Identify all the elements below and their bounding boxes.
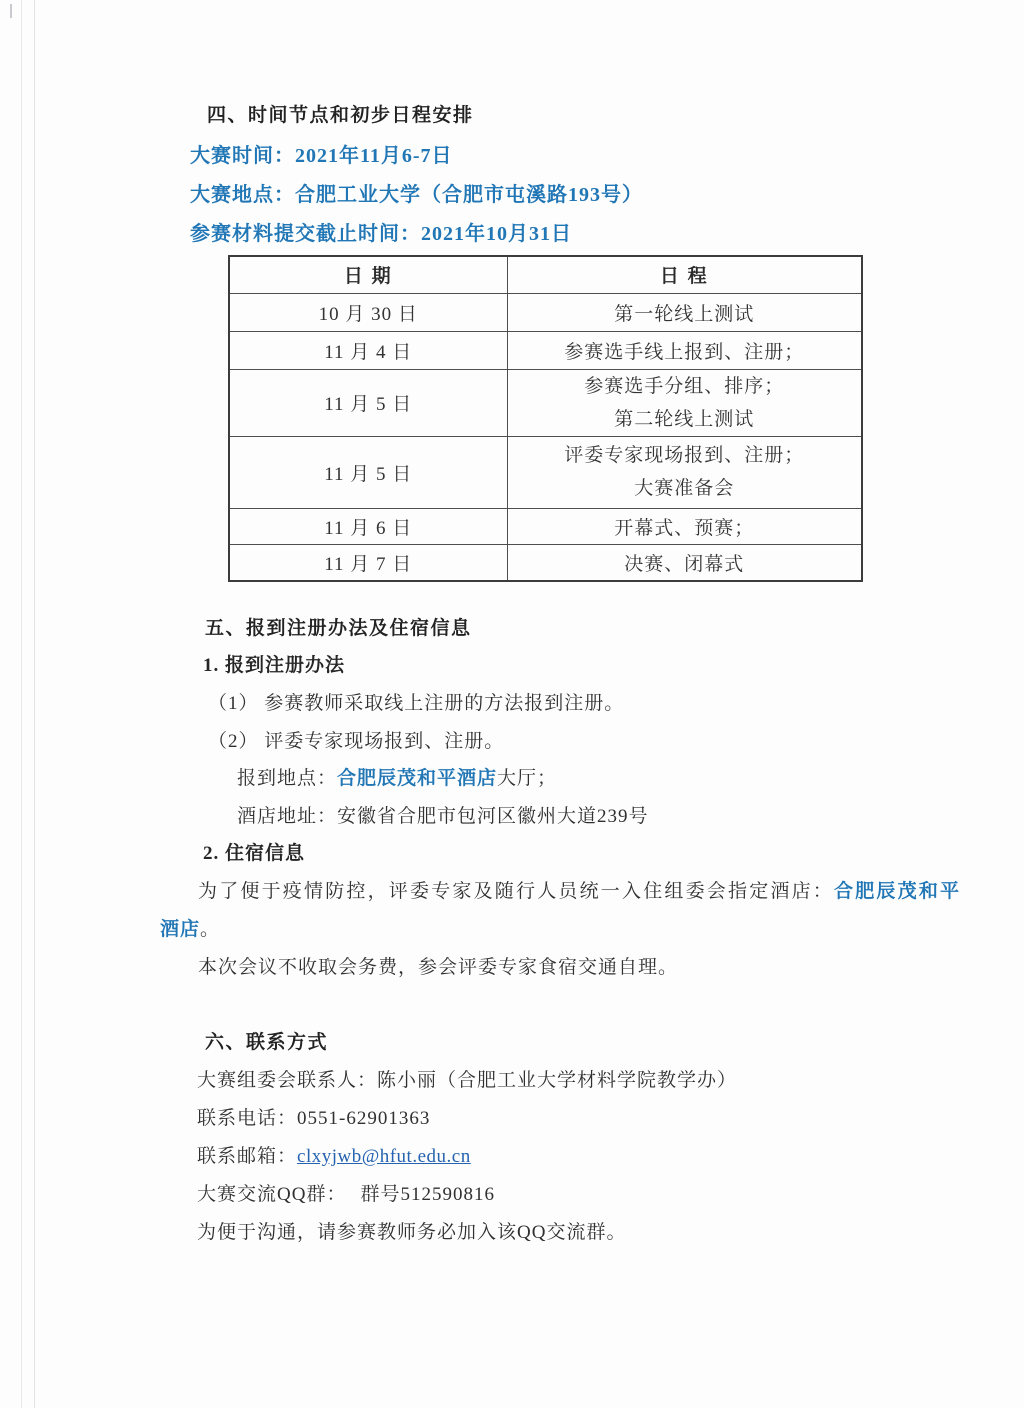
table-row <box>229 508 862 544</box>
accommodation-paragraph-line2 <box>160 914 220 941</box>
event-cell <box>507 436 862 508</box>
event-cell: 决赛、闭幕式 <box>507 544 862 581</box>
table-row <box>229 544 862 581</box>
section4-heading: 四、时间节点和初步日程安排 <box>207 105 474 126</box>
registration-subheading: 1. 报到注册办法 <box>203 655 346 676</box>
event-cell: 参赛选手线上报到、注册； <box>507 331 862 369</box>
designated-hotel-name: 合肥辰茂和平 <box>834 881 962 902</box>
contact-email-line <box>197 1141 471 1168</box>
table-row <box>229 293 862 331</box>
registration-item-1: （1） 参赛教师采取线上注册的方法报到注册。 <box>208 693 625 714</box>
date-cell: 11 月 5 日 <box>229 436 507 508</box>
date-cell: 11 月 5 日 <box>229 369 507 436</box>
registration-item-2: （2） 评委专家现场报到、注册。 <box>208 731 505 752</box>
date-cell: 11 月 4 日 <box>229 331 507 369</box>
event-line: 第二轮线上测试 <box>614 408 755 430</box>
checkin-suffix: 大厅； <box>497 768 558 789</box>
scan-artifact-line <box>21 0 22 1408</box>
checkin-location-line <box>237 763 557 790</box>
checkin-label: 报到地点： <box>237 768 338 789</box>
section5-heading: 五、报到注册办法及住宿信息 <box>205 618 472 639</box>
email-label: 联系邮箱： <box>197 1146 298 1167</box>
date-cell: 10 月 30 日 <box>229 293 507 331</box>
date-cell: 11 月 6 日 <box>229 508 507 544</box>
table-row <box>229 369 862 436</box>
competition-location-line: 大赛地点：合肥工业大学（合肥市屯溪路193号） <box>190 184 643 206</box>
qq-group-number: 群号512590816 <box>360 1184 495 1205</box>
accommodation-paragraph-line1 <box>198 876 961 903</box>
accommodation-text: 为了便于疫情防控，评委专家及随行人员统一入住组委会指定酒店： <box>198 881 835 902</box>
qq-group-line <box>197 1179 495 1206</box>
scan-artifact-line <box>34 0 35 1408</box>
contact-phone-line: 联系电话：0551-62901363 <box>197 1108 431 1129</box>
event-cell: 第一轮线上测试 <box>507 293 862 331</box>
communication-note-line: 为便于沟通，请参赛教师务必加入该QQ交流群。 <box>197 1222 627 1243</box>
event-cell: 开幕式、预赛； <box>507 508 862 544</box>
sentence-period: 。 <box>200 919 221 940</box>
scan-artifact-mark <box>10 4 12 18</box>
email-link[interactable]: clxyjwb@hfut.edu.cn <box>297 1146 471 1167</box>
col-header-date: 日 期 <box>229 256 507 293</box>
fee-note-line: 本次会议不收取会务费，参会评委专家食宿交通自理。 <box>198 957 679 978</box>
qq-group-label: 大赛交流QQ群： <box>197 1184 347 1205</box>
hotel-address-line: 酒店地址：安徽省合肥市包河区徽州大道239号 <box>237 806 649 827</box>
event-line: 评委专家现场报到、注册； <box>564 445 805 466</box>
accommodation-subheading: 2. 住宿信息 <box>203 843 306 864</box>
contact-person-line: 大赛组委会联系人：陈小丽（合肥工业大学材料学院教学办） <box>197 1070 738 1091</box>
event-cell <box>507 369 862 436</box>
checkin-hotel-name: 合肥辰茂和平酒店 <box>337 768 498 789</box>
submission-deadline-line: 参赛材料提交截止时间：2021年10月31日 <box>190 223 572 245</box>
competition-time-line: 大赛时间：2021年11月6-7日 <box>190 145 453 167</box>
event-line: 大赛准备会 <box>634 478 735 499</box>
event-line: 参赛选手分组、排序； <box>584 375 785 397</box>
table-row <box>229 436 862 508</box>
section6-heading: 六、联系方式 <box>205 1032 329 1053</box>
table-row <box>229 331 862 369</box>
designated-hotel-name: 酒店 <box>160 919 201 940</box>
table-header-row <box>229 256 862 293</box>
date-cell: 11 月 7 日 <box>229 544 507 581</box>
schedule-table <box>228 255 863 582</box>
col-header-schedule: 日 程 <box>507 256 862 293</box>
